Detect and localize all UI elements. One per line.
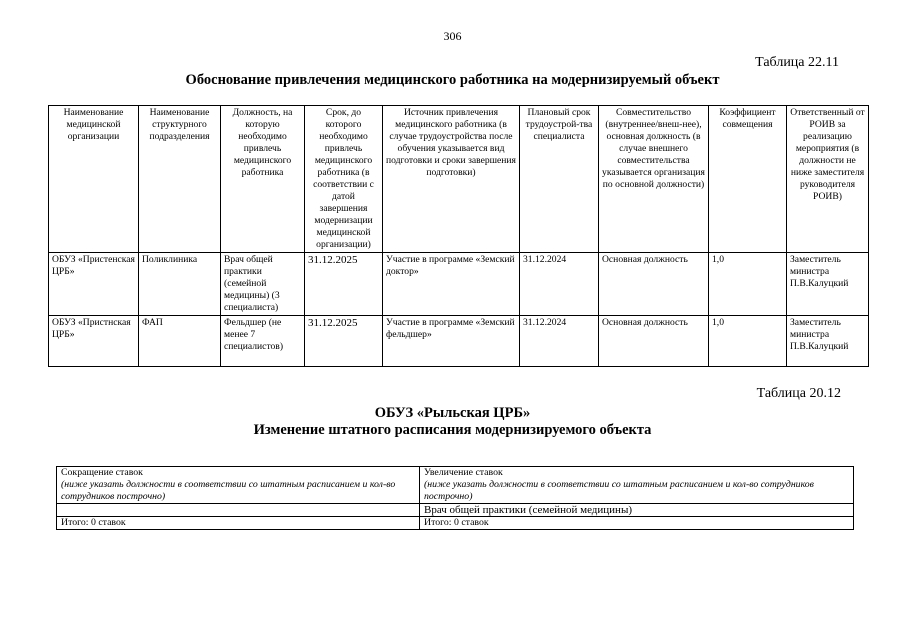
total-row [57, 517, 854, 530]
header-cell: Наименование структурного подразделения [139, 106, 221, 253]
increase-header-cell [420, 467, 854, 504]
table-cell: Основная должность [599, 316, 709, 367]
table-row [57, 504, 854, 517]
reduction-note: (ниже указать должности в соответствии со штатным расписанием и кол-во сотрудников построчно) [61, 479, 396, 502]
reduction-header: Сокращение ставок [61, 467, 143, 478]
table-header-row [49, 106, 869, 253]
table-row [49, 253, 869, 316]
page-number: 306 [443, 29, 462, 43]
header-cell: Совместительство (внутреннее/внеш-нее), основная должность (в случае внешнего совместительства указывается организация по основной должности) [599, 106, 709, 253]
header-cell: Коэффициент совмещения [709, 106, 787, 253]
table-cell: 1,0 [709, 253, 787, 316]
staff-attraction-table [48, 105, 869, 367]
table-cell: Участие в программе «Земский фельдшер» [383, 316, 520, 367]
header-cell: Наименование медицинской организации [49, 106, 139, 253]
table-row [49, 316, 869, 367]
table-cell: ОБУЗ «Пристнская ЦРБ» [49, 316, 139, 367]
table-header-row [57, 467, 854, 504]
table-title: Изменение штатного расписания модернизируемого объекта [253, 422, 652, 438]
header-cell: Источник привлечения медицинского работника (в случае трудоустройства после обучения указывается вид подготовки и сроки завершения подготовки) [383, 106, 520, 253]
table-cell: 31.12.2024 [520, 316, 599, 367]
table-cell: Основная должность [599, 253, 709, 316]
table-label: Таблица 20.12 [756, 386, 841, 401]
header-cell: Срок, до которого необходимо привлечь медицинского работника (в соответствии с датой завершения модернизации медицинской организации) [305, 106, 383, 253]
staffing-change-table [56, 466, 854, 530]
table-cell: ОБУЗ «Пристенская ЦРБ» [49, 253, 139, 316]
header-cell: Ответственный от РОИВ за реализацию мероприятия (в должности не ниже заместителя руководителя РОИВ) [787, 106, 869, 253]
increase-total: Итого: 0 ставок [420, 517, 854, 530]
reduction-header-cell [57, 467, 420, 504]
organization-title: ОБУЗ «Рыльская ЦРБ» [374, 405, 531, 421]
table-cell: Врач общей практики (семейной медицины) [420, 504, 854, 517]
table-title: Обоснование привлечения медицинского работника на модернизируемый объект [185, 72, 720, 88]
table-cell: Фельдшер (не менее 7 специалистов) [221, 316, 305, 367]
table-cell: 1,0 [709, 316, 787, 367]
table-cell: Врач общей практики (семейной медицины) (3 специалиста) [221, 253, 305, 316]
increase-header: Увеличение ставок [424, 467, 503, 478]
table-cell: Поликлиника [139, 253, 221, 316]
table-cell: 31.12.2025 [305, 316, 383, 367]
table-cell: 31.12.2025 [305, 253, 383, 316]
table-cell: 31.12.2024 [520, 253, 599, 316]
table-cell: Заместитель министра П.В.Калуцкий [787, 253, 869, 316]
table-cell [57, 504, 420, 517]
table-cell: Заместитель министра П.В.Калуцкий [787, 316, 869, 367]
table-cell: ФАП [139, 316, 221, 367]
increase-note: (ниже указать должности в соответствии со штатным расписанием и кол-во сотрудников построчно) [424, 479, 814, 502]
table-label: Таблица 22.11 [755, 55, 839, 70]
header-cell: Плановый срок трудоустрой-тва специалиста [520, 106, 599, 253]
header-cell: Должность, на которую необходимо привлечь медицинского работника [221, 106, 305, 253]
table-cell: Участие в программе «Земский доктор» [383, 253, 520, 316]
reduction-total: Итого: 0 ставок [57, 517, 420, 530]
